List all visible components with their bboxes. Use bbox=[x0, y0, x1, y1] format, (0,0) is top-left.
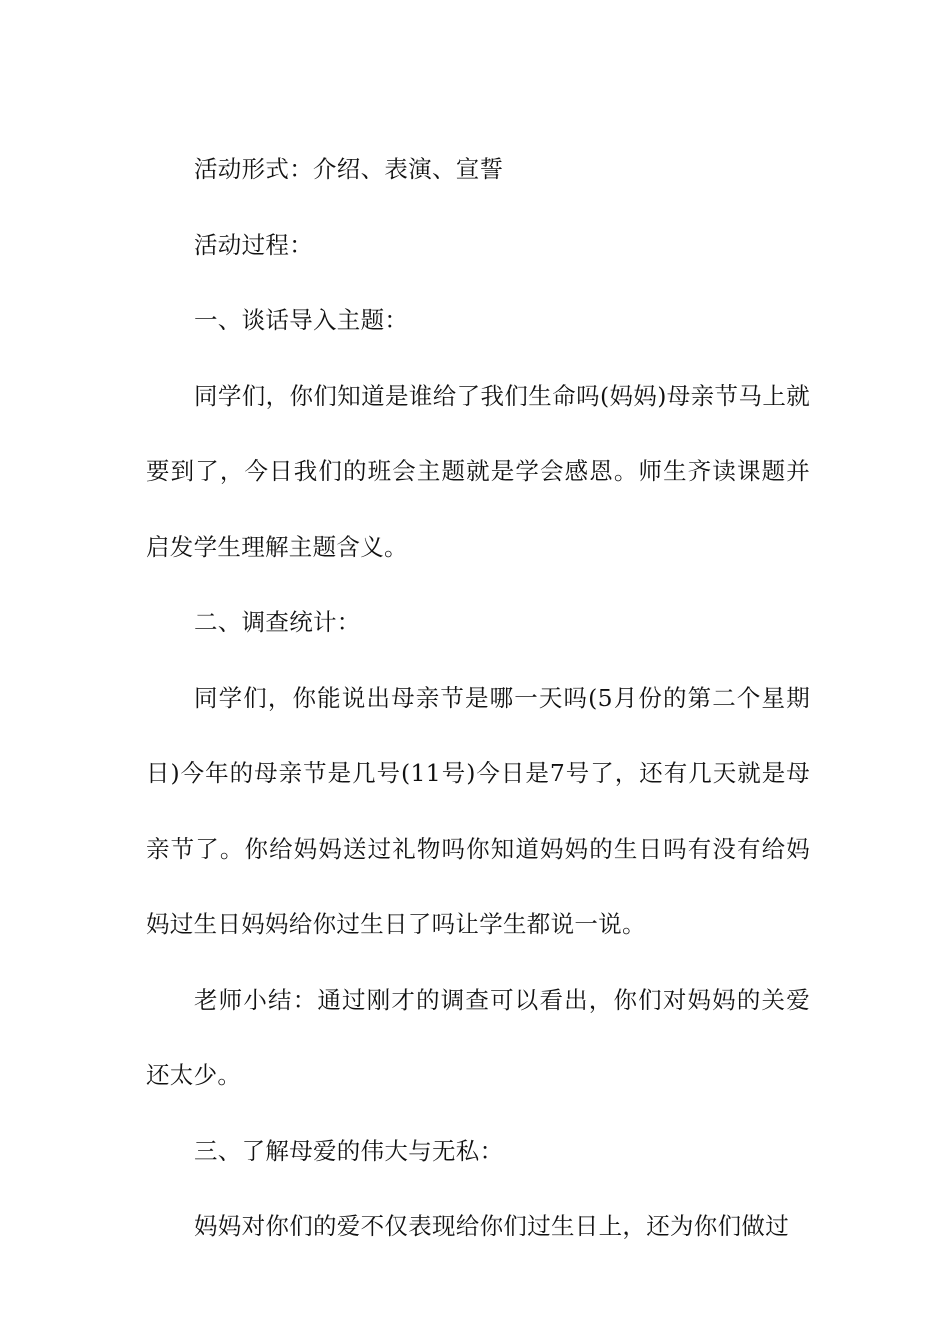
paragraph-teacher-summary: 老师小结：通过刚才的调查可以看出，你们对妈妈的关爱还太少。 bbox=[146, 985, 810, 1089]
paragraph-intro: 同学们，你们知道是谁给了我们生命吗(妈妈)母亲节马上就要到了，今日我们的班会主题就是学会感恩。师生齐读课题并启发学生理解主题含义。 bbox=[146, 381, 810, 561]
section-heading-1: 一、谈话导入主题： bbox=[194, 306, 409, 334]
section-heading-2: 二、调查统计： bbox=[194, 608, 361, 636]
paragraph-survey: 同学们，你能说出母亲节是哪一天吗(5月份的第二个星期日)今年的母亲节是几号(11号)今日是7号了，还有几天就是母亲节了。你给妈妈送过礼物吗你知道妈妈的生日吗有没有给妈妈过生日妈妈给你过生日了吗让学生都说一说。 bbox=[146, 683, 810, 938]
document-body bbox=[146, 132, 810, 1265]
paragraph-mother-love: 妈妈对你们的爱不仅表现给你们过生日上，还为你们做过 bbox=[194, 1212, 789, 1240]
paragraph-activity-process: 活动过程： bbox=[194, 230, 313, 259]
section-heading-3: 三、了解母爱的伟大与无私： bbox=[194, 1136, 504, 1165]
paragraph-activity-form: 活动形式：介绍、表演、宣誓 bbox=[194, 155, 504, 183]
